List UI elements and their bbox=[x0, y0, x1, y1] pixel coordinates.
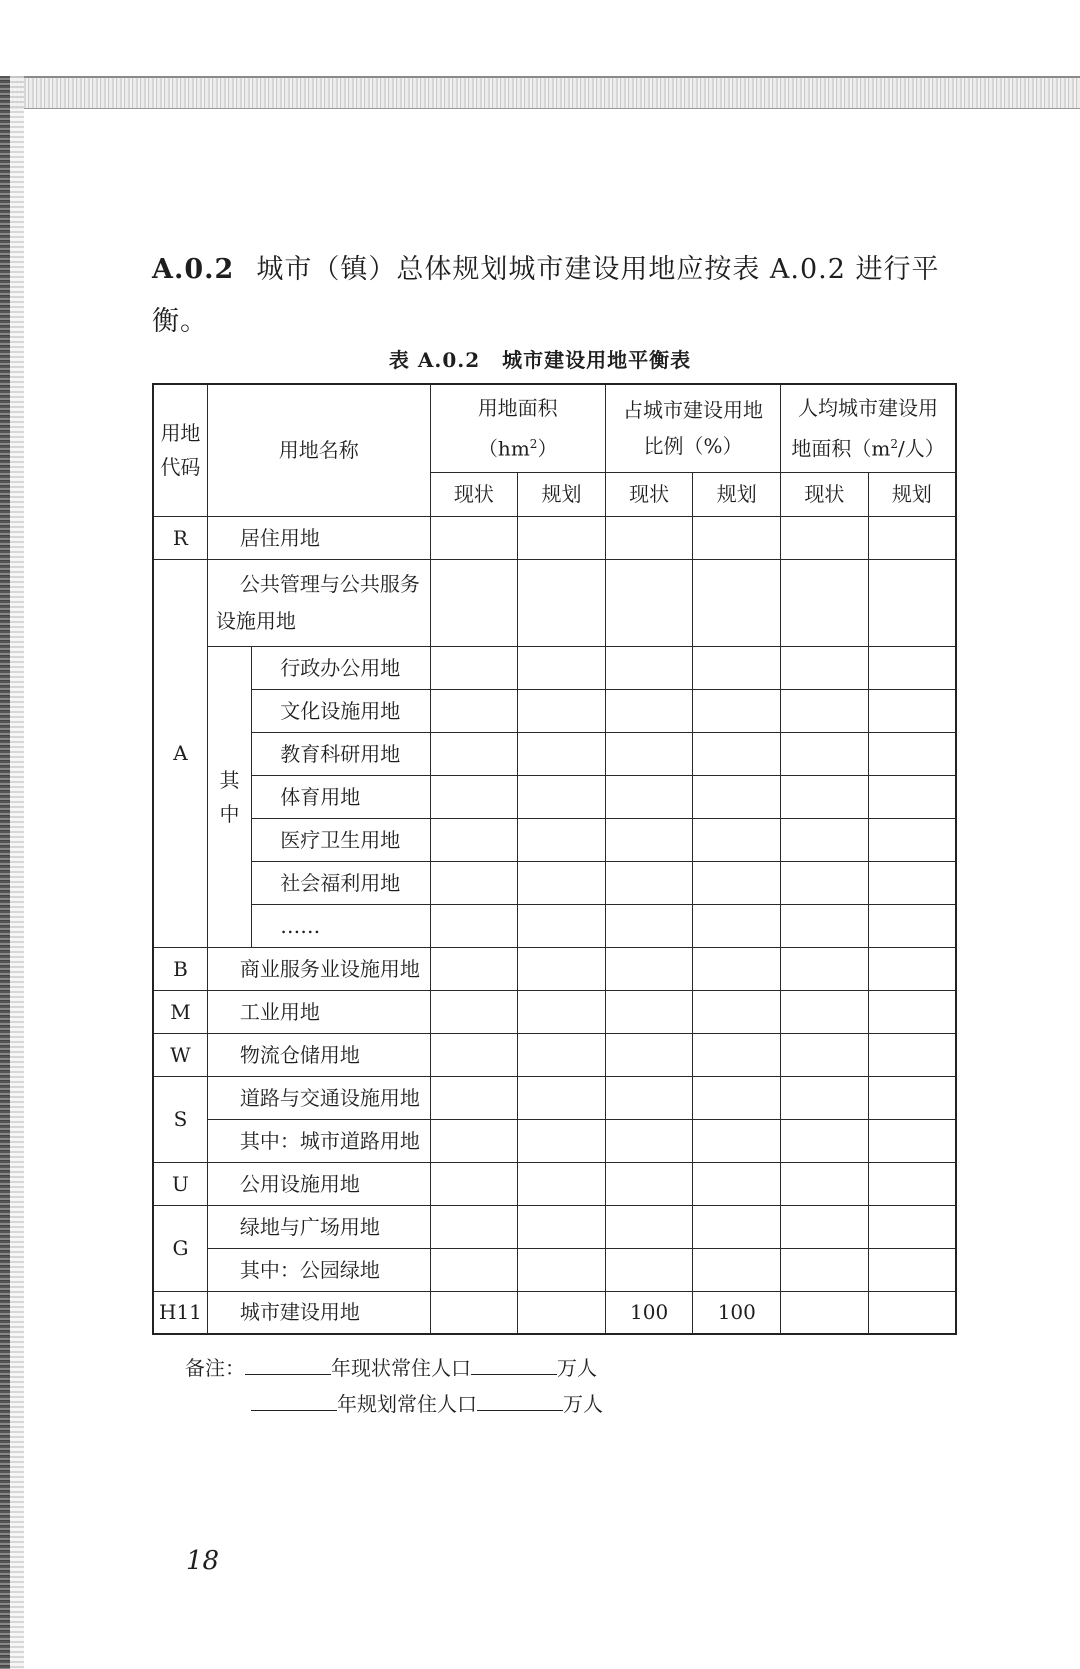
code-cell: W bbox=[153, 1033, 207, 1076]
value-cell[interactable] bbox=[605, 1076, 693, 1119]
value-cell[interactable] bbox=[781, 904, 869, 947]
name-cell: 其中：公园绿地 bbox=[207, 1248, 430, 1291]
scan-edge-left-shadow bbox=[10, 76, 24, 1669]
value-cell[interactable] bbox=[693, 947, 781, 990]
table-row-H11 bbox=[153, 1291, 956, 1334]
name-cell: 体育用地 bbox=[252, 775, 430, 818]
table-row-U bbox=[153, 1162, 956, 1205]
land-balance-table bbox=[152, 383, 957, 1335]
value-cell[interactable] bbox=[868, 689, 956, 732]
value-cell[interactable] bbox=[693, 990, 781, 1033]
value-cell[interactable] bbox=[868, 818, 956, 861]
value-cell[interactable] bbox=[518, 559, 606, 646]
value-cell[interactable] bbox=[518, 1291, 606, 1334]
value-cell[interactable] bbox=[868, 1162, 956, 1205]
value-cell[interactable] bbox=[605, 1162, 693, 1205]
table-row-A-sub bbox=[153, 646, 956, 689]
code-cell: M bbox=[153, 990, 207, 1033]
ratio-planned-total: 100 bbox=[693, 1291, 781, 1334]
value-cell[interactable] bbox=[868, 1205, 956, 1248]
value-cell[interactable] bbox=[518, 990, 606, 1033]
value-cell[interactable] bbox=[518, 1162, 606, 1205]
value-cell[interactable] bbox=[605, 1205, 693, 1248]
value-cell[interactable] bbox=[693, 1076, 781, 1119]
value-cell[interactable] bbox=[430, 1162, 518, 1205]
value-cell[interactable] bbox=[518, 818, 606, 861]
header-area-current: 现状 bbox=[430, 472, 518, 516]
value-cell[interactable] bbox=[518, 861, 606, 904]
name-cell: 公共管理与公共服务 设施用地 bbox=[207, 559, 430, 646]
table-row-W bbox=[153, 1033, 956, 1076]
value-cell[interactable] bbox=[693, 1248, 781, 1291]
value-cell[interactable] bbox=[518, 947, 606, 990]
header-row-1 bbox=[153, 384, 956, 472]
value-cell[interactable] bbox=[781, 947, 869, 990]
table-row-A-sub bbox=[153, 689, 956, 732]
value-cell[interactable] bbox=[868, 646, 956, 689]
value-cell[interactable] bbox=[693, 1162, 781, 1205]
name-cell: 公用设施用地 bbox=[207, 1162, 430, 1205]
value-cell[interactable] bbox=[605, 732, 693, 775]
qizhong-cell: 其中 bbox=[207, 646, 251, 947]
value-cell[interactable] bbox=[518, 904, 606, 947]
value-cell[interactable] bbox=[693, 1033, 781, 1076]
value-cell[interactable] bbox=[781, 732, 869, 775]
value-cell[interactable] bbox=[430, 990, 518, 1033]
value-cell[interactable] bbox=[430, 516, 518, 559]
name-cell: 文化设施用地 bbox=[252, 689, 430, 732]
value-cell[interactable] bbox=[605, 1248, 693, 1291]
value-cell[interactable] bbox=[605, 1119, 693, 1162]
value-cell[interactable] bbox=[781, 818, 869, 861]
table-row-M bbox=[153, 990, 956, 1033]
value-cell[interactable] bbox=[781, 990, 869, 1033]
value-cell[interactable] bbox=[693, 646, 781, 689]
value-cell[interactable] bbox=[868, 990, 956, 1033]
name-cell: 工业用地 bbox=[207, 990, 430, 1033]
table-row-A-sub bbox=[153, 818, 956, 861]
notes-line-1: 备注： 年现状常住人口 万人 bbox=[185, 1356, 597, 1380]
value-cell[interactable] bbox=[605, 559, 693, 646]
value-cell[interactable] bbox=[868, 516, 956, 559]
value-cell[interactable] bbox=[868, 1291, 956, 1334]
value-cell[interactable] bbox=[605, 689, 693, 732]
value-cell[interactable] bbox=[518, 646, 606, 689]
name-cell: 物流仓储用地 bbox=[207, 1033, 430, 1076]
value-cell[interactable] bbox=[430, 1033, 518, 1076]
header-code: 用地代码 bbox=[153, 384, 207, 516]
table-notes bbox=[185, 1350, 603, 1422]
caption-number: 表 A.0.2 bbox=[388, 348, 481, 372]
value-cell[interactable] bbox=[781, 1076, 869, 1119]
code-cell: U bbox=[153, 1162, 207, 1205]
value-cell[interactable] bbox=[781, 646, 869, 689]
value-cell[interactable] bbox=[781, 1162, 869, 1205]
value-cell[interactable] bbox=[430, 1076, 518, 1119]
value-cell[interactable] bbox=[781, 861, 869, 904]
name-cell: 行政办公用地 bbox=[252, 646, 430, 689]
value-cell[interactable] bbox=[430, 732, 518, 775]
value-cell[interactable] bbox=[868, 775, 956, 818]
value-cell[interactable] bbox=[430, 904, 518, 947]
value-cell[interactable] bbox=[518, 516, 606, 559]
section-number: A.0.2 bbox=[152, 254, 235, 285]
value-cell[interactable] bbox=[605, 818, 693, 861]
value-cell[interactable] bbox=[693, 861, 781, 904]
header-name: 用地名称 bbox=[207, 384, 430, 516]
value-cell[interactable] bbox=[693, 689, 781, 732]
value-cell[interactable] bbox=[430, 646, 518, 689]
value-cell[interactable] bbox=[781, 1291, 869, 1334]
name-cell: 居住用地 bbox=[207, 516, 430, 559]
value-cell[interactable] bbox=[430, 1291, 518, 1334]
value-cell[interactable] bbox=[868, 732, 956, 775]
table-row-B bbox=[153, 947, 956, 990]
value-cell[interactable] bbox=[693, 516, 781, 559]
page-number: 18 bbox=[186, 1546, 220, 1576]
header-area-planned: 规划 bbox=[518, 472, 606, 516]
notes-line-2: 年规划常住人口 万人 bbox=[185, 1386, 603, 1422]
value-cell[interactable] bbox=[868, 947, 956, 990]
header-ratio: 占城市建设用地 比例（%） bbox=[605, 384, 780, 472]
code-cell: B bbox=[153, 947, 207, 990]
value-cell[interactable] bbox=[781, 516, 869, 559]
section-paragraph bbox=[152, 244, 952, 348]
value-cell[interactable] bbox=[430, 689, 518, 732]
name-cell: 道路与交通设施用地 bbox=[207, 1076, 430, 1119]
table-row-A-sub bbox=[153, 732, 956, 775]
name-cell: 绿地与广场用地 bbox=[207, 1205, 430, 1248]
value-cell[interactable] bbox=[518, 1033, 606, 1076]
value-cell[interactable] bbox=[518, 1076, 606, 1119]
value-cell[interactable] bbox=[518, 1119, 606, 1162]
code-cell: R bbox=[153, 516, 207, 559]
value-cell[interactable] bbox=[430, 861, 518, 904]
value-cell[interactable] bbox=[868, 1076, 956, 1119]
scan-edge-left bbox=[0, 76, 10, 1669]
value-cell[interactable] bbox=[868, 904, 956, 947]
value-cell[interactable] bbox=[605, 990, 693, 1033]
value-cell[interactable] bbox=[430, 947, 518, 990]
value-cell[interactable] bbox=[868, 1119, 956, 1162]
value-cell[interactable] bbox=[781, 1119, 869, 1162]
code-cell: A bbox=[153, 559, 207, 947]
value-cell[interactable] bbox=[868, 1248, 956, 1291]
value-cell[interactable] bbox=[868, 861, 956, 904]
table-row-A-sub bbox=[153, 861, 956, 904]
value-cell[interactable] bbox=[605, 904, 693, 947]
name-cell: …… bbox=[252, 904, 430, 947]
value-cell[interactable] bbox=[430, 1119, 518, 1162]
value-cell[interactable] bbox=[518, 732, 606, 775]
table-row-G bbox=[153, 1205, 956, 1248]
code-cell: H11 bbox=[153, 1291, 207, 1334]
value-cell[interactable] bbox=[693, 559, 781, 646]
name-cell: 教育科研用地 bbox=[252, 732, 430, 775]
value-cell[interactable] bbox=[693, 904, 781, 947]
table-row-A bbox=[153, 559, 956, 646]
name-cell: 社会福利用地 bbox=[252, 861, 430, 904]
header-percap-current: 现状 bbox=[781, 472, 869, 516]
value-cell[interactable] bbox=[430, 818, 518, 861]
header-per-capita: 人均城市建设用 地面积（$m^2/$人） bbox=[781, 384, 956, 472]
value-cell[interactable] bbox=[430, 775, 518, 818]
header-area: 用地面积 $(hm^2)$ bbox=[430, 384, 605, 472]
header-ratio-planned: 规划 bbox=[693, 472, 781, 516]
value-cell[interactable] bbox=[781, 559, 869, 646]
name-cell: 城市建设用地 bbox=[207, 1291, 430, 1334]
value-cell[interactable] bbox=[868, 1033, 956, 1076]
value-cell[interactable] bbox=[868, 559, 956, 646]
section-text: 城市（镇）总体规划城市建设用地应按表 A.0.2 进行平衡。 bbox=[152, 254, 940, 337]
value-cell[interactable] bbox=[430, 1205, 518, 1248]
code-cell: S bbox=[153, 1076, 207, 1162]
value-cell[interactable] bbox=[781, 1248, 869, 1291]
ratio-current-total: 100 bbox=[605, 1291, 693, 1334]
value-cell[interactable] bbox=[693, 732, 781, 775]
table-caption bbox=[0, 344, 1080, 373]
name-cell: 商业服务业设施用地 bbox=[207, 947, 430, 990]
value-cell[interactable] bbox=[518, 775, 606, 818]
value-cell[interactable] bbox=[781, 1033, 869, 1076]
value-cell[interactable] bbox=[518, 689, 606, 732]
current-population-blank[interactable] bbox=[471, 1356, 557, 1375]
value-cell[interactable] bbox=[605, 646, 693, 689]
table-row-G-sub bbox=[153, 1248, 956, 1291]
value-cell[interactable] bbox=[693, 1205, 781, 1248]
planned-year-blank[interactable] bbox=[251, 1392, 337, 1411]
value-cell[interactable] bbox=[605, 1033, 693, 1076]
table-row-R bbox=[153, 516, 956, 559]
value-cell[interactable] bbox=[518, 1205, 606, 1248]
table-row-A-sub bbox=[153, 775, 956, 818]
value-cell[interactable] bbox=[605, 947, 693, 990]
value-cell[interactable] bbox=[605, 861, 693, 904]
header-percap-planned: 规划 bbox=[868, 472, 956, 516]
value-cell[interactable] bbox=[693, 775, 781, 818]
value-cell[interactable] bbox=[605, 775, 693, 818]
table-row-S bbox=[153, 1076, 956, 1119]
current-year-blank[interactable] bbox=[245, 1356, 331, 1375]
value-cell[interactable] bbox=[518, 1248, 606, 1291]
name-cell: 医疗卫生用地 bbox=[252, 818, 430, 861]
code-cell: G bbox=[153, 1205, 207, 1291]
value-cell[interactable] bbox=[605, 516, 693, 559]
header-ratio-current: 现状 bbox=[605, 472, 693, 516]
value-cell[interactable] bbox=[781, 1205, 869, 1248]
name-cell: 其中：城市道路用地 bbox=[207, 1119, 430, 1162]
caption-title: 城市建设用地平衡表 bbox=[502, 348, 692, 372]
table-row-S-sub bbox=[153, 1119, 956, 1162]
value-cell[interactable] bbox=[781, 775, 869, 818]
table-row-A-sub bbox=[153, 904, 956, 947]
value-cell[interactable] bbox=[693, 1119, 781, 1162]
planned-population-blank[interactable] bbox=[477, 1392, 563, 1411]
value-cell[interactable] bbox=[430, 1248, 518, 1291]
value-cell[interactable] bbox=[781, 689, 869, 732]
value-cell[interactable] bbox=[693, 818, 781, 861]
scan-edge-top bbox=[0, 76, 1080, 109]
value-cell[interactable] bbox=[430, 559, 518, 646]
notes-label: 备注： bbox=[185, 1356, 245, 1380]
